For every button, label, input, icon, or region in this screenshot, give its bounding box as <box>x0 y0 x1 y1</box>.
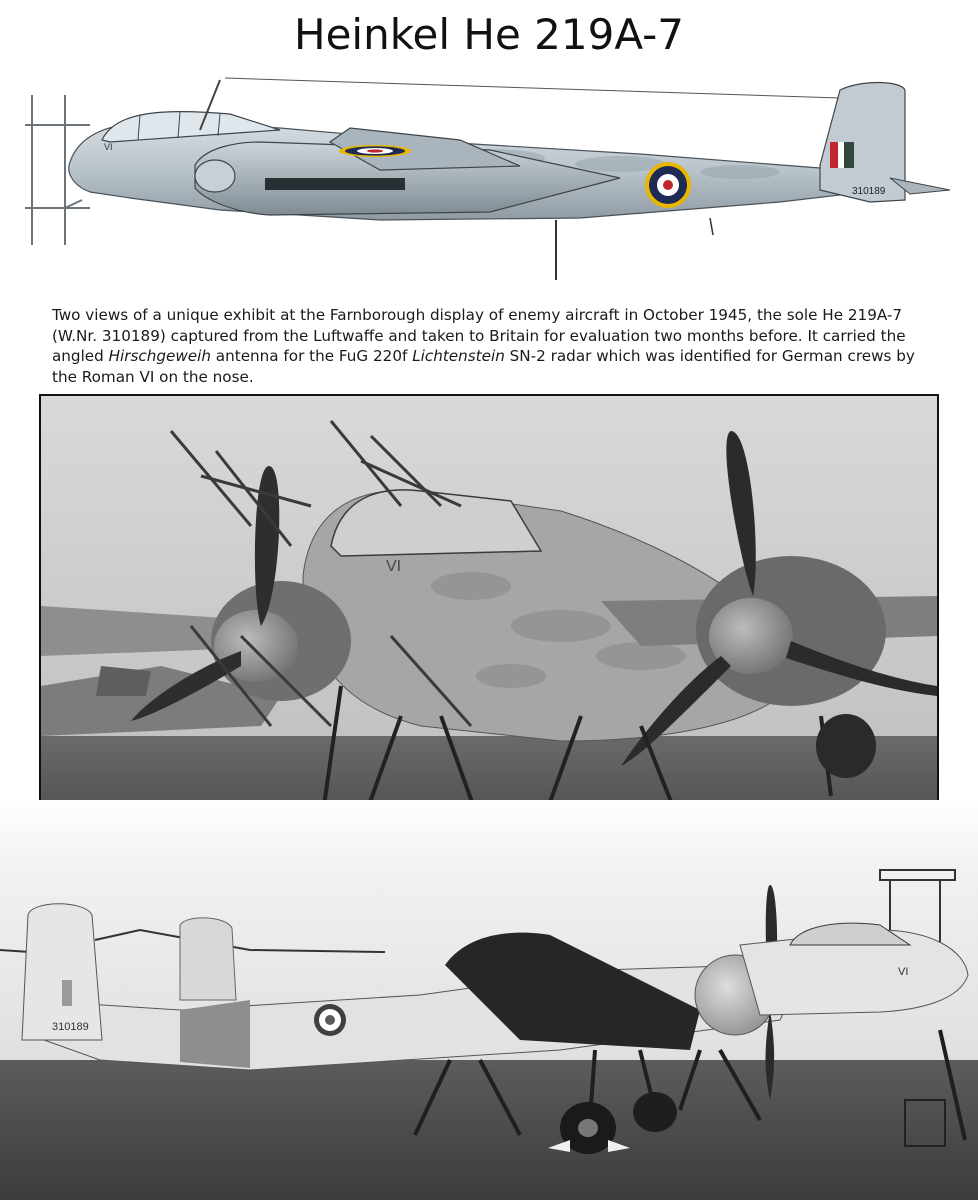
tail-serial-text: 310189 <box>852 186 886 197</box>
nose-marking-text: VI <box>386 558 402 575</box>
page-title: Heinkel He 219A-7 <box>293 10 685 59</box>
nose-code-text: VI <box>104 142 113 152</box>
wing-roundel-icon <box>339 145 411 157</box>
photo-caption <box>52 305 932 387</box>
nose-marking-text: VI <box>898 966 909 978</box>
photo-side-view <box>0 800 978 1200</box>
caption-text-2: antenna for the FuG 220f <box>210 347 413 366</box>
aircraft-profile-illustration <box>20 70 960 285</box>
tail-serial-text: 310189 <box>52 1021 89 1033</box>
fuselage-roundel-icon <box>645 162 691 208</box>
caption-text-1: Two views of a unique exhibit at the Farnborough display of enemy aircraft in October 1945, the sole He 219A-7 (W.Nr. 310189) captured from the Luftwaffe and taken to Britain for evaluation two months before. It carried the angled <box>52 306 906 366</box>
photo-front-view <box>39 394 939 829</box>
caption-text-3: SN-2 radar which was identified for German crews by the Roman VI on the nose. <box>52 347 915 386</box>
caption-term-lichtenstein: Lichtenstein <box>412 347 505 366</box>
caption-term-hirschgeweih: Hirschgeweih <box>108 347 211 366</box>
fuselage-roundel-icon <box>314 1004 346 1036</box>
